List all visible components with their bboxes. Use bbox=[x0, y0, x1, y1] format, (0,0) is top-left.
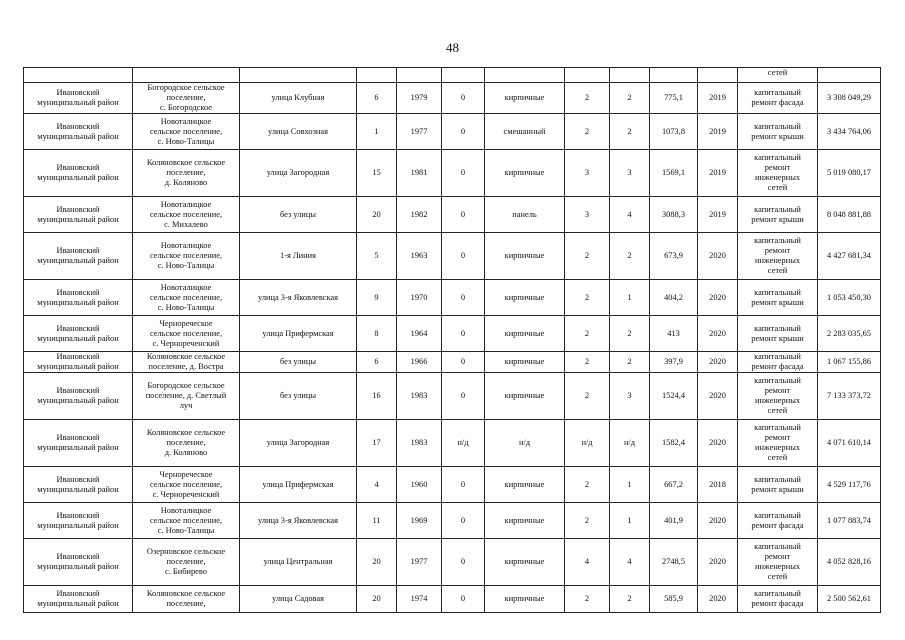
house-number-cell: 17 bbox=[357, 420, 397, 467]
street-cell: улица Загородная bbox=[240, 150, 357, 197]
floors-cell: 2 bbox=[565, 83, 610, 114]
street-cell: улица Загородная bbox=[240, 420, 357, 467]
entrances-cell: 2 bbox=[610, 352, 650, 373]
street-cell: без улицы bbox=[240, 352, 357, 373]
house-number-cell: 20 bbox=[357, 539, 397, 586]
cost-cell: 2 283 035,65 bbox=[818, 316, 881, 352]
floors-cell: 2 bbox=[565, 233, 610, 280]
work-type-cell: капитальный ремонт фасада bbox=[738, 586, 818, 613]
cost-cell: 7 133 373,72 bbox=[818, 373, 881, 420]
year-built-cell: 1963 bbox=[397, 233, 442, 280]
repair-year-cell: 2020 bbox=[698, 586, 738, 613]
entrances-cell: 1 bbox=[610, 280, 650, 316]
table-row bbox=[24, 233, 881, 280]
entrances-cell: 4 bbox=[610, 539, 650, 586]
settlement-cell: Новоталицкое сельское поселение, с. Ново-Талицы bbox=[133, 280, 240, 316]
work-type-cell: капитальный ремонт инженерных сетей bbox=[738, 373, 818, 420]
area-cell: 2748,5 bbox=[650, 539, 698, 586]
district-cell: Ивановский муниципальный район bbox=[24, 114, 133, 150]
repair-year-cell: 2019 bbox=[698, 114, 738, 150]
wear-cell: 0 bbox=[442, 586, 485, 613]
street-cell: 1-я Линия bbox=[240, 233, 357, 280]
district-cell: Ивановский муниципальный район bbox=[24, 150, 133, 197]
wall-material-cell: кирпичные bbox=[485, 503, 565, 539]
floors-cell: н/д bbox=[565, 420, 610, 467]
settlement-cell: Черноречеcкое сельское поселение, с. Чернореченский bbox=[133, 316, 240, 352]
house-number-cell: 6 bbox=[357, 83, 397, 114]
entrances-cell: 3 bbox=[610, 150, 650, 197]
settlement-cell: Черноречеcкое сельское поселение, с. Чернореченский bbox=[133, 467, 240, 503]
floors-cell: 2 bbox=[565, 503, 610, 539]
wall-material-cell: кирпичные bbox=[485, 467, 565, 503]
district-cell: Ивановский муниципальный район bbox=[24, 316, 133, 352]
district-cell: Ивановский муниципальный район bbox=[24, 539, 133, 586]
wear-cell: 0 bbox=[442, 150, 485, 197]
wall-material-cell: кирпичные bbox=[485, 352, 565, 373]
table-row bbox=[24, 316, 881, 352]
wall-material-cell: кирпичные bbox=[485, 539, 565, 586]
area-cell: 673,9 bbox=[650, 233, 698, 280]
street-cell: улица 3-я Яковлевская bbox=[240, 503, 357, 539]
table-row bbox=[24, 150, 881, 197]
cost-cell: 5 019 080,17 bbox=[818, 150, 881, 197]
street-cell: улица Центральная bbox=[240, 539, 357, 586]
area-cell: 401,9 bbox=[650, 503, 698, 539]
year-built-cell: 1982 bbox=[397, 197, 442, 233]
wall-material-cell: смешанный bbox=[485, 114, 565, 150]
wall-material-cell: панель bbox=[485, 197, 565, 233]
area-cell: 1582,4 bbox=[650, 420, 698, 467]
settlement-cell: Новоталицкое сельское поселение, с. Ново-Талицы bbox=[133, 503, 240, 539]
work-type-cell: капитальный ремонт крыши bbox=[738, 280, 818, 316]
district-cell: Ивановский муниципальный район bbox=[24, 586, 133, 613]
wall-material-cell: кирпичные bbox=[485, 586, 565, 613]
table-row bbox=[24, 352, 881, 373]
district-cell: Ивановский муниципальный район bbox=[24, 373, 133, 420]
work-type-cell: капитальный ремонт крыши bbox=[738, 467, 818, 503]
wear-cell: 0 bbox=[442, 316, 485, 352]
wear-cell: 0 bbox=[442, 233, 485, 280]
table-row bbox=[24, 197, 881, 233]
house-number-cell: 20 bbox=[357, 586, 397, 613]
table-row bbox=[24, 586, 881, 613]
floors-cell: 2 bbox=[565, 373, 610, 420]
floors-cell: 4 bbox=[565, 539, 610, 586]
cost-cell: 3 434 764,06 bbox=[818, 114, 881, 150]
work-type-cell: капитальный ремонт фасада bbox=[738, 352, 818, 373]
cost-cell: 1 053 450,30 bbox=[818, 280, 881, 316]
area-cell: 775,1 bbox=[650, 83, 698, 114]
house-number-cell: 6 bbox=[357, 352, 397, 373]
entrances-cell: 1 bbox=[610, 467, 650, 503]
repair-year-cell: 2020 bbox=[698, 233, 738, 280]
entrances-cell: 3 bbox=[610, 373, 650, 420]
settlement-cell: Богородское сельское поселение, д. Светлый луч bbox=[133, 373, 240, 420]
work-type-cell: капитальный ремонт фасада bbox=[738, 503, 818, 539]
cost-cell: 4 529 117,76 bbox=[818, 467, 881, 503]
year-built-cell: 1981 bbox=[397, 150, 442, 197]
settlement-cell: Новоталицкое сельское поселение, с. Михалево bbox=[133, 197, 240, 233]
table-row bbox=[24, 467, 881, 503]
house-number-cell: 4 bbox=[357, 467, 397, 503]
table-row bbox=[24, 280, 881, 316]
wear-cell: 0 bbox=[442, 352, 485, 373]
area-cell: 1569,1 bbox=[650, 150, 698, 197]
street-cell: улица 3-я Яковлевская bbox=[240, 280, 357, 316]
settlement-cell: Озерновское сельское поселение, с. Бибирево bbox=[133, 539, 240, 586]
table-row bbox=[24, 373, 881, 420]
work-type-cell: капитальный ремонт крыши bbox=[738, 114, 818, 150]
district-cell: Ивановский муниципальный район bbox=[24, 197, 133, 233]
page-number: 48 bbox=[446, 40, 459, 55]
repair-year-cell: 2020 bbox=[698, 373, 738, 420]
repair-year-cell: 2020 bbox=[698, 352, 738, 373]
wear-cell: н/д bbox=[442, 420, 485, 467]
district-cell: Ивановский муниципальный район bbox=[24, 467, 133, 503]
area-cell: 404,2 bbox=[650, 280, 698, 316]
wear-cell: 0 bbox=[442, 83, 485, 114]
cost-cell: 4 427 681,34 bbox=[818, 233, 881, 280]
wear-cell: 0 bbox=[442, 197, 485, 233]
district-cell: Ивановский муниципальный район bbox=[24, 83, 133, 114]
wall-material-cell: кирпичные bbox=[485, 83, 565, 114]
year-built-cell: 1974 bbox=[397, 586, 442, 613]
cost-cell: 4 052 828,16 bbox=[818, 539, 881, 586]
cost-cell: 1 077 883,74 bbox=[818, 503, 881, 539]
wall-material-cell: кирпичные bbox=[485, 233, 565, 280]
area-cell: 667,2 bbox=[650, 467, 698, 503]
street-cell: улица Совхозная bbox=[240, 114, 357, 150]
wall-material-cell: кирпичные bbox=[485, 280, 565, 316]
wall-material-cell: кирпичные bbox=[485, 316, 565, 352]
repair-year-cell: 2020 bbox=[698, 420, 738, 467]
entrances-cell: 2 bbox=[610, 233, 650, 280]
table-row bbox=[24, 420, 881, 467]
cost-cell: 8 048 881,88 bbox=[818, 197, 881, 233]
repair-year-cell: 2020 bbox=[698, 280, 738, 316]
year-built-cell: 1977 bbox=[397, 539, 442, 586]
housing-repair-table bbox=[23, 67, 881, 613]
year-built-cell: 1983 bbox=[397, 420, 442, 467]
repair-year-cell: 2019 bbox=[698, 83, 738, 114]
year-built-cell: 1969 bbox=[397, 503, 442, 539]
district-cell: Ивановский муниципальный район bbox=[24, 280, 133, 316]
work-type-cell: сетей bbox=[738, 68, 818, 83]
floors-cell: 2 bbox=[565, 352, 610, 373]
settlement-cell: Коляновское сельское поселение, д. Востра bbox=[133, 352, 240, 373]
repair-year-cell: 2019 bbox=[698, 150, 738, 197]
area-cell: 1073,8 bbox=[650, 114, 698, 150]
cost-cell: 4 071 610,14 bbox=[818, 420, 881, 467]
street-cell: улица Прифермская bbox=[240, 316, 357, 352]
floors-cell: 2 bbox=[565, 586, 610, 613]
house-number-cell: 20 bbox=[357, 197, 397, 233]
area-cell: 3088,3 bbox=[650, 197, 698, 233]
work-type-cell: капитальный ремонт инженерных сетей bbox=[738, 539, 818, 586]
year-built-cell: 1983 bbox=[397, 373, 442, 420]
house-number-cell: 9 bbox=[357, 280, 397, 316]
area-cell: 1524,4 bbox=[650, 373, 698, 420]
year-built-cell: 1977 bbox=[397, 114, 442, 150]
work-type-cell: капитальный ремонт инженерных сетей bbox=[738, 420, 818, 467]
street-cell: улица Садовая bbox=[240, 586, 357, 613]
house-number-cell: 5 bbox=[357, 233, 397, 280]
year-built-cell: 1964 bbox=[397, 316, 442, 352]
floors-cell: 2 bbox=[565, 280, 610, 316]
entrances-cell: 2 bbox=[610, 316, 650, 352]
area-cell: 585,9 bbox=[650, 586, 698, 613]
street-cell: улица Клубная bbox=[240, 83, 357, 114]
entrances-cell: 2 bbox=[610, 83, 650, 114]
wear-cell: 0 bbox=[442, 467, 485, 503]
year-built-cell: 1966 bbox=[397, 352, 442, 373]
table-row bbox=[24, 539, 881, 586]
cost-cell: 1 067 155,86 bbox=[818, 352, 881, 373]
settlement-cell: Коляновское сельское поселение, д. Коляново bbox=[133, 150, 240, 197]
house-number-cell: 11 bbox=[357, 503, 397, 539]
continued-row bbox=[24, 68, 881, 83]
house-number-cell: 1 bbox=[357, 114, 397, 150]
settlement-cell: Новоталицкое сельское поселение, с. Ново-Талицы bbox=[133, 233, 240, 280]
street-cell: без улицы bbox=[240, 197, 357, 233]
repair-year-cell: 2019 bbox=[698, 197, 738, 233]
entrances-cell: 1 bbox=[610, 503, 650, 539]
year-built-cell: 1960 bbox=[397, 467, 442, 503]
wall-material-cell: кирпичные bbox=[485, 373, 565, 420]
entrances-cell: 2 bbox=[610, 114, 650, 150]
settlement-cell: Богородское сельское поселение, с. Богородское bbox=[133, 83, 240, 114]
floors-cell: 2 bbox=[565, 467, 610, 503]
repair-year-cell: 2020 bbox=[698, 503, 738, 539]
floors-cell: 2 bbox=[565, 316, 610, 352]
table-row bbox=[24, 114, 881, 150]
cost-cell: 3 308 049,29 bbox=[818, 83, 881, 114]
repair-year-cell: 2020 bbox=[698, 316, 738, 352]
year-built-cell: 1979 bbox=[397, 83, 442, 114]
district-cell: Ивановский муниципальный район bbox=[24, 503, 133, 539]
wear-cell: 0 bbox=[442, 503, 485, 539]
repair-year-cell: 2020 bbox=[698, 539, 738, 586]
work-type-cell: капитальный ремонт фасада bbox=[738, 83, 818, 114]
table-row bbox=[24, 83, 881, 114]
area-cell: 397,9 bbox=[650, 352, 698, 373]
entrances-cell: н/д bbox=[610, 420, 650, 467]
floors-cell: 3 bbox=[565, 197, 610, 233]
year-built-cell: 1970 bbox=[397, 280, 442, 316]
work-type-cell: капитальный ремонт крыши bbox=[738, 197, 818, 233]
floors-cell: 2 bbox=[565, 114, 610, 150]
entrances-cell: 2 bbox=[610, 586, 650, 613]
cost-cell: 2 500 562,61 bbox=[818, 586, 881, 613]
district-cell: Ивановский муниципальный район bbox=[24, 233, 133, 280]
repair-year-cell: 2018 bbox=[698, 467, 738, 503]
table-row bbox=[24, 503, 881, 539]
area-cell: 413 bbox=[650, 316, 698, 352]
floors-cell: 3 bbox=[565, 150, 610, 197]
work-type-cell: капитальный ремонт инженерных сетей bbox=[738, 150, 818, 197]
wall-material-cell: н/д bbox=[485, 420, 565, 467]
work-type-cell: капитальный ремонт инженерных сетей bbox=[738, 233, 818, 280]
settlement-cell: Коляновское сельское поселение, д. Коляново bbox=[133, 420, 240, 467]
wear-cell: 0 bbox=[442, 114, 485, 150]
settlement-cell: Коляновское сельское поселение, bbox=[133, 586, 240, 613]
entrances-cell: 4 bbox=[610, 197, 650, 233]
settlement-cell: Новоталицкое сельское поселение, с. Ново-Талицы bbox=[133, 114, 240, 150]
work-type-cell: капитальный ремонт крыши bbox=[738, 316, 818, 352]
district-cell: Ивановский муниципальный район bbox=[24, 420, 133, 467]
wear-cell: 0 bbox=[442, 280, 485, 316]
house-number-cell: 15 bbox=[357, 150, 397, 197]
wear-cell: 0 bbox=[442, 373, 485, 420]
wear-cell: 0 bbox=[442, 539, 485, 586]
district-cell: Ивановский муниципальный район bbox=[24, 352, 133, 373]
street-cell: улица Прифермская bbox=[240, 467, 357, 503]
wall-material-cell: кирпичные bbox=[485, 150, 565, 197]
street-cell: без улицы bbox=[240, 373, 357, 420]
house-number-cell: 8 bbox=[357, 316, 397, 352]
house-number-cell: 16 bbox=[357, 373, 397, 420]
